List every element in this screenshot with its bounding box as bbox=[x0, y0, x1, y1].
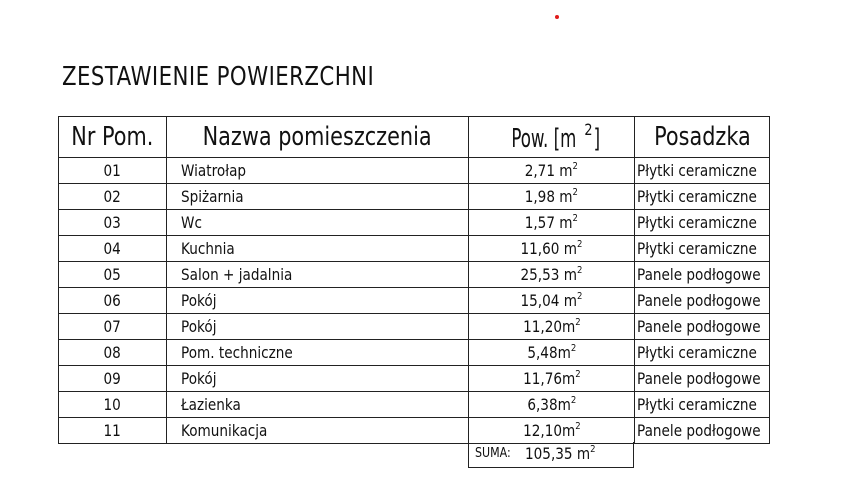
total-label: SUMA: bbox=[475, 446, 511, 461]
room-name: Pokój bbox=[167, 288, 469, 314]
table-row bbox=[59, 392, 770, 418]
room-area: $6,38m^2$ bbox=[469, 392, 635, 418]
room-name: Salon + jadalnia bbox=[167, 262, 469, 288]
table-row bbox=[59, 340, 770, 366]
room-flooring: Płytki ceramiczne bbox=[635, 340, 770, 366]
room-flooring: Panele podłogowe bbox=[635, 262, 770, 288]
table-row bbox=[59, 314, 770, 340]
table-row bbox=[59, 236, 770, 262]
red-marker-dot bbox=[555, 15, 559, 19]
room-number: 11 bbox=[59, 418, 167, 444]
page-title: ZESTAWIENIE POWIERZCHNI bbox=[62, 62, 375, 92]
table-row bbox=[59, 158, 770, 184]
room-flooring: Płytki ceramiczne bbox=[635, 158, 770, 184]
header-room-name: Nazwa pomieszczenia bbox=[167, 117, 469, 158]
room-name: Kuchnia bbox=[167, 236, 469, 262]
room-name: Pokój bbox=[167, 314, 469, 340]
room-flooring: Panele podłogowe bbox=[635, 314, 770, 340]
room-flooring: Płytki ceramiczne bbox=[635, 184, 770, 210]
room-number: 03 bbox=[59, 210, 167, 236]
room-name: Komunikacja bbox=[167, 418, 469, 444]
room-area: 1,57 $m^2$ bbox=[469, 210, 635, 236]
room-name: Pom. techniczne bbox=[167, 340, 469, 366]
area-schedule-table bbox=[58, 116, 770, 444]
room-number: 09 bbox=[59, 366, 167, 392]
header-flooring: Posadzka bbox=[635, 117, 770, 158]
room-area: $12,10m^2$ bbox=[469, 418, 635, 444]
room-area: 15,04 $m^2$ bbox=[469, 288, 635, 314]
room-number: 04 bbox=[59, 236, 167, 262]
room-flooring: Płytki ceramiczne bbox=[635, 210, 770, 236]
total-value: 105,35 $m^2$ bbox=[525, 444, 596, 463]
room-area: $11,20m^2$ bbox=[469, 314, 635, 340]
room-number: 02 bbox=[59, 184, 167, 210]
room-area: 2,71 $m^2$ bbox=[469, 158, 635, 184]
table-row bbox=[59, 366, 770, 392]
room-flooring: Płytki ceramiczne bbox=[635, 236, 770, 262]
total-area-box bbox=[468, 442, 634, 468]
table-row bbox=[59, 418, 770, 444]
room-name: Spiżarnia bbox=[167, 184, 469, 210]
room-number: 10 bbox=[59, 392, 167, 418]
room-number: 07 bbox=[59, 314, 167, 340]
room-flooring: Panele podłogowe bbox=[635, 418, 770, 444]
table-row bbox=[59, 288, 770, 314]
room-area: 25,53 $m^2$ bbox=[469, 262, 635, 288]
room-area: $5,48m^2$ bbox=[469, 340, 635, 366]
room-name: Wiatrołap bbox=[167, 158, 469, 184]
header-room-number: Nr Pom. bbox=[59, 117, 167, 158]
room-area: 1,98 $m^2$ bbox=[469, 184, 635, 210]
table-row bbox=[59, 184, 770, 210]
table-row bbox=[59, 210, 770, 236]
header-area: Pow. [m $^2$] bbox=[469, 117, 635, 158]
room-name: Łazienka bbox=[167, 392, 469, 418]
room-area: $11,76m^2$ bbox=[469, 366, 635, 392]
room-name: Wc bbox=[167, 210, 469, 236]
room-number: 01 bbox=[59, 158, 167, 184]
room-flooring: Panele podłogowe bbox=[635, 288, 770, 314]
room-flooring: Płytki ceramiczne bbox=[635, 392, 770, 418]
room-number: 08 bbox=[59, 340, 167, 366]
room-area: 11,60 $m^2$ bbox=[469, 236, 635, 262]
room-name: Pokój bbox=[167, 366, 469, 392]
room-flooring: Panele podłogowe bbox=[635, 366, 770, 392]
room-number: 05 bbox=[59, 262, 167, 288]
room-number: 06 bbox=[59, 288, 167, 314]
table-header-row bbox=[59, 117, 770, 158]
table-row bbox=[59, 262, 770, 288]
